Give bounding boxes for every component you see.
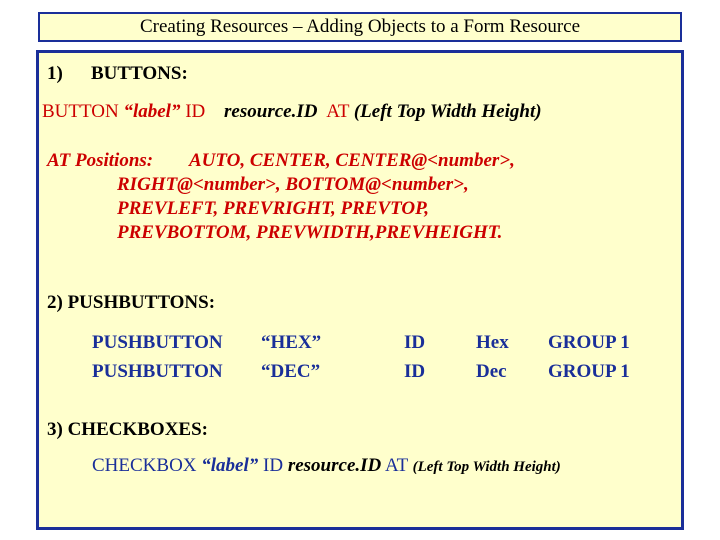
at-positions-line-3: PREVLEFT, PREVRIGHT, PREVTOP, — [117, 198, 430, 219]
slide-title-text: Creating Resources – Adding Objects to a Form Resource — [139, 16, 581, 37]
section-number-buttons: 1) — [47, 63, 63, 84]
at-positions-label: AT Positions: — [47, 150, 154, 171]
button-position-args: (Left Top Width Height) — [353, 101, 542, 122]
button-syntax-line — [42, 101, 542, 123]
button-keyword: BUTTON — [42, 101, 119, 122]
button-id-param: ID — [185, 101, 206, 122]
checkbox-resource-param: resource.ID — [287, 455, 382, 476]
pushbutton-label: “HEX” — [261, 332, 322, 353]
at-positions-line-4: PREVBOTTOM, PREVWIDTH,PREVHEIGHT. — [117, 222, 503, 243]
pushbutton-value: Dec — [476, 361, 507, 382]
pushbutton-keyword: PUSHBUTTON — [92, 361, 223, 382]
pushbutton-group: GROUP 1 — [548, 361, 630, 382]
pushbutton-id: ID — [404, 332, 426, 353]
at-positions-line-1: AUTO, CENTER, CENTER@<number>, — [189, 150, 515, 171]
checkbox-syntax-line — [92, 455, 561, 477]
checkbox-at-keyword: AT — [384, 455, 408, 476]
at-positions-line-2: RIGHT@<number>, BOTTOM@<number>, — [117, 174, 469, 195]
checkbox-id-param: ID — [263, 455, 284, 476]
button-resource-param: resource.ID — [224, 101, 318, 122]
content-box — [36, 50, 684, 530]
section-heading-buttons: BUTTONS: — [91, 63, 188, 84]
section-heading-checkboxes: 3) CHECKBOXES: — [47, 419, 208, 440]
button-at-keyword: AT — [326, 101, 350, 122]
checkbox-position-args: (Left Top Width Height) — [412, 459, 561, 475]
button-label-param: “label” — [123, 101, 181, 122]
pushbutton-group: GROUP 1 — [548, 332, 630, 353]
section-heading-pushbuttons: 2) PUSHBUTTONS: — [47, 292, 216, 313]
pushbutton-id: ID — [404, 361, 426, 382]
checkbox-keyword: CHECKBOX — [92, 455, 197, 476]
pushbutton-keyword: PUSHBUTTON — [92, 332, 223, 353]
checkbox-label-param: “label” — [201, 455, 259, 476]
pushbutton-value: Hex — [476, 332, 509, 353]
pushbutton-label: “DEC” — [261, 361, 321, 382]
slide-title — [38, 12, 682, 42]
